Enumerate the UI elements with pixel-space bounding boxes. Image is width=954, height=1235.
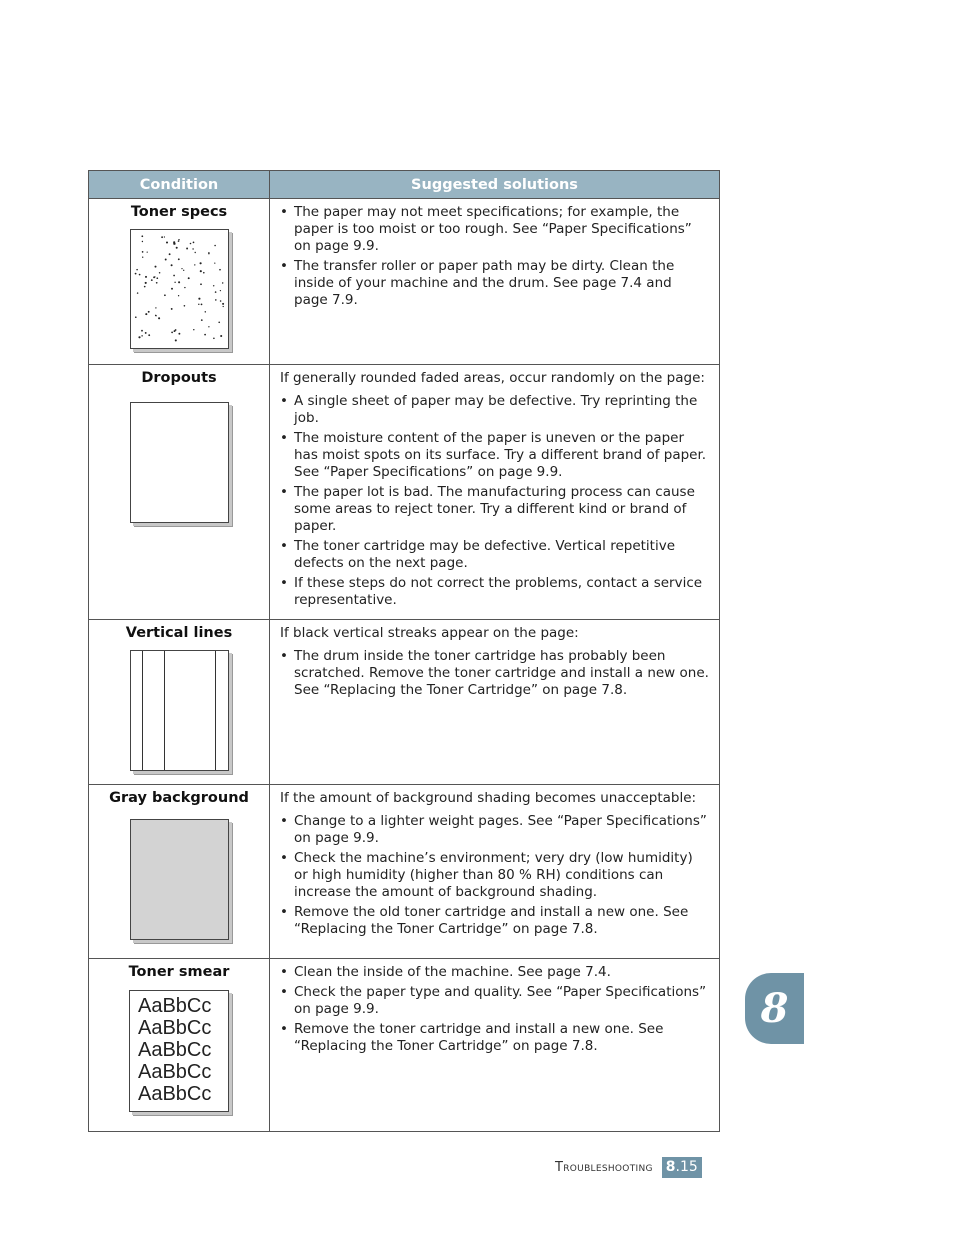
toner-speck xyxy=(134,273,136,275)
list-item: • The moisture content of the paper is uneven or the paper has moist spots on its surface. Try a different brand of paper. See “Paper Specifications” on page 9.9. xyxy=(280,430,709,481)
toner-speck xyxy=(214,245,216,247)
toner-speck xyxy=(198,298,200,300)
toner-speck xyxy=(222,303,224,305)
toner-speck xyxy=(184,287,185,288)
toner-speck xyxy=(155,307,156,308)
toner-speck xyxy=(164,294,166,296)
toner-speck xyxy=(214,262,215,263)
condition-title: Vertical lines xyxy=(125,625,233,641)
gray-background-sample-image xyxy=(130,819,229,940)
toner-speck xyxy=(189,243,191,245)
solutions-list xyxy=(280,648,709,699)
solutions-cell xyxy=(270,785,720,959)
toner-speck xyxy=(220,335,222,337)
toner-speck xyxy=(158,317,160,319)
toner-speck xyxy=(156,277,158,279)
toner-speck xyxy=(219,290,220,291)
toner-speck xyxy=(147,311,149,313)
toner-speck xyxy=(187,277,189,279)
solutions-cell xyxy=(270,365,720,620)
toner-speck xyxy=(208,326,209,327)
toner-speck xyxy=(170,308,172,310)
toner-speck xyxy=(177,295,178,296)
toner-speck xyxy=(200,319,202,321)
smear-sample-line: AaBbCc xyxy=(138,995,212,1017)
solutions-list xyxy=(280,204,709,309)
condition-title: Gray background xyxy=(109,790,249,806)
toner-speck xyxy=(192,248,193,249)
condition-cell xyxy=(89,365,270,620)
toner-smear-sample-image xyxy=(129,990,229,1112)
toner-speck xyxy=(173,241,175,243)
header-suggested-solutions: Suggested solutions xyxy=(270,171,720,199)
condition-cell xyxy=(89,785,270,959)
chapter-tab: 8 xyxy=(745,973,804,1044)
list-item: • The toner cartridge may be defective. Vertical repetitive defects on the next page. xyxy=(280,538,709,572)
table-header-row xyxy=(89,171,720,199)
solutions-intro: If black vertical streaks appear on the page: xyxy=(280,625,579,641)
list-item: • Check the paper type and quality. See “Paper Specifications” on page 9.9. xyxy=(280,984,709,1018)
toner-speck xyxy=(154,276,155,277)
toner-speck xyxy=(173,275,175,277)
table-row xyxy=(89,785,720,959)
toner-speck xyxy=(165,241,167,243)
toner-speck xyxy=(148,334,150,336)
toner-speck xyxy=(164,259,166,261)
toner-speck xyxy=(192,242,194,244)
toner-speck xyxy=(143,286,145,288)
toner-speck xyxy=(178,333,180,335)
page-footer xyxy=(555,1156,702,1178)
toner-speck xyxy=(186,248,188,250)
toner-speck xyxy=(146,252,147,253)
condition-cell xyxy=(89,199,270,365)
solutions-list xyxy=(280,964,709,1055)
list-item: • A single sheet of paper may be defective. Try reprinting the job. xyxy=(280,393,709,427)
condition-title: Dropouts xyxy=(141,370,217,386)
list-item: • Remove the old toner cartridge and install a new one. See “Replacing the Toner Cartridge” on page 7.8. xyxy=(280,904,709,938)
toner-speck xyxy=(142,257,143,258)
toner-speck xyxy=(150,279,152,281)
troubleshooting-table xyxy=(88,170,720,1132)
smear-sample-line: AaBbCc xyxy=(138,1039,212,1061)
toner-speck xyxy=(154,266,156,268)
dropouts-sample-image xyxy=(130,402,229,523)
page-number-page: .15 xyxy=(675,1159,698,1175)
list-item: • The drum inside the toner cartridge has probably been scratched. Remove the toner cartridge and install a new one. See “Replacing the Toner Cartridge” on page 7.8. xyxy=(280,648,709,699)
toner-speck xyxy=(193,329,194,330)
toner-speck xyxy=(183,305,185,307)
toner-speck xyxy=(145,313,147,315)
toner-speck xyxy=(199,270,201,272)
smear-sample-line: AaBbCc xyxy=(138,1061,212,1083)
page-number-box xyxy=(662,1157,702,1178)
toner-speck xyxy=(178,281,180,283)
toner-speck xyxy=(200,304,202,306)
table-row xyxy=(89,365,720,620)
list-item: • Remove the toner cartridge and install a new one. See “Replacing the Toner Cartridge” on page 7.8. xyxy=(280,1021,709,1055)
toner-speck xyxy=(204,311,205,312)
condition-title: Toner specs xyxy=(130,204,228,220)
toner-speck xyxy=(141,235,143,237)
toner-speck xyxy=(168,253,170,255)
toner-speck xyxy=(163,236,164,237)
toner-speck xyxy=(141,241,142,242)
smear-sample-line: AaBbCc xyxy=(138,1017,212,1039)
toner-speck xyxy=(134,316,136,318)
toner-speck xyxy=(177,240,179,242)
vertical-lines-sample-image xyxy=(130,650,229,771)
solutions-cell xyxy=(270,620,720,785)
table-row xyxy=(89,620,720,785)
toner-speck xyxy=(221,282,222,283)
toner-speck xyxy=(177,258,179,260)
toner-speck xyxy=(194,252,195,253)
footer-section-title: Troubleshooting xyxy=(555,1159,653,1175)
toner-speck xyxy=(138,336,140,338)
toner-speck xyxy=(141,251,143,253)
toner-specks-illustration xyxy=(131,230,228,348)
list-item: • Check the machine’s environment; very dry (low humidity) or high humidity (higher than 80 % RH) conditions can increase the amount of background shading. xyxy=(280,850,709,901)
toner-speck xyxy=(208,253,210,255)
toner-speck xyxy=(212,285,213,286)
toner-speck xyxy=(170,264,172,266)
toner-speck xyxy=(219,300,221,302)
page-number-chapter: 8 xyxy=(665,1159,676,1175)
toner-speck xyxy=(214,291,216,293)
toner-speck xyxy=(171,288,173,290)
solutions-list xyxy=(280,813,709,938)
toner-speck xyxy=(198,304,199,305)
toner-speck xyxy=(181,268,182,269)
toner-speck xyxy=(219,269,221,271)
solutions-intro: If the amount of background shading becomes unacceptable: xyxy=(280,790,697,806)
toner-speck xyxy=(199,262,201,264)
toner-speck xyxy=(155,282,157,284)
list-item: • Clean the inside of the machine. See page 7.4. xyxy=(280,964,709,981)
toner-speck xyxy=(183,270,184,271)
solutions-list xyxy=(280,393,709,609)
list-item: • The paper lot is bad. The manufacturing process can cause some areas to reject toner. Try a different kind or brand of paper. xyxy=(280,484,709,535)
toner-speck xyxy=(138,274,140,276)
toner-speck xyxy=(144,276,146,278)
toner-speck xyxy=(158,272,160,274)
toner-speck xyxy=(171,332,173,334)
toner-speck xyxy=(154,315,156,317)
list-item: • Change to a lighter weight pages. See “Paper Specifications” on page 9.9. xyxy=(280,813,709,847)
toner-speck xyxy=(144,282,146,284)
toner-speck xyxy=(218,321,220,323)
toner-speck xyxy=(173,330,175,332)
condition-cell xyxy=(89,959,270,1132)
toner-speck xyxy=(136,269,138,271)
toner-speck xyxy=(161,236,163,238)
condition-cell xyxy=(89,620,270,785)
toner-speck xyxy=(215,299,217,301)
toner-speck xyxy=(174,339,176,341)
toner-speck xyxy=(141,335,142,336)
toner-speck xyxy=(178,239,179,240)
toner-speck xyxy=(136,292,137,293)
toner-specs-sample-image xyxy=(130,229,229,349)
list-item: • The paper may not meet specifications; for example, the paper is too moist or too rough. See “Paper Specifications” on page 9.9. xyxy=(280,204,709,255)
table-row xyxy=(89,199,720,365)
toner-speck xyxy=(144,332,146,334)
list-item: • If these steps do not correct the problems, contact a service representative. xyxy=(280,575,709,609)
solutions-cell xyxy=(270,199,720,365)
vertical-lines-illustration xyxy=(131,651,228,770)
toner-speck xyxy=(204,334,206,336)
list-item: • The transfer roller or paper path may be dirty. Clean the inside of your machine and the drum. See page 7.4 and page 7.9. xyxy=(280,258,709,309)
smear-sample-line: AaBbCc xyxy=(138,1083,212,1105)
toner-speck xyxy=(141,330,143,332)
toner-speck xyxy=(203,272,205,274)
toner-speck xyxy=(200,283,202,285)
solutions-intro: If generally rounded faded areas, occur randomly on the page: xyxy=(280,370,705,386)
toner-speck xyxy=(174,282,175,283)
toner-speck xyxy=(213,338,215,340)
condition-title: Toner smear xyxy=(128,964,230,980)
toner-speck xyxy=(222,306,223,307)
table-row xyxy=(89,959,720,1132)
toner-speck xyxy=(194,264,195,265)
header-condition: Condition xyxy=(89,171,270,199)
solutions-cell xyxy=(270,959,720,1132)
toner-speck xyxy=(175,247,177,249)
